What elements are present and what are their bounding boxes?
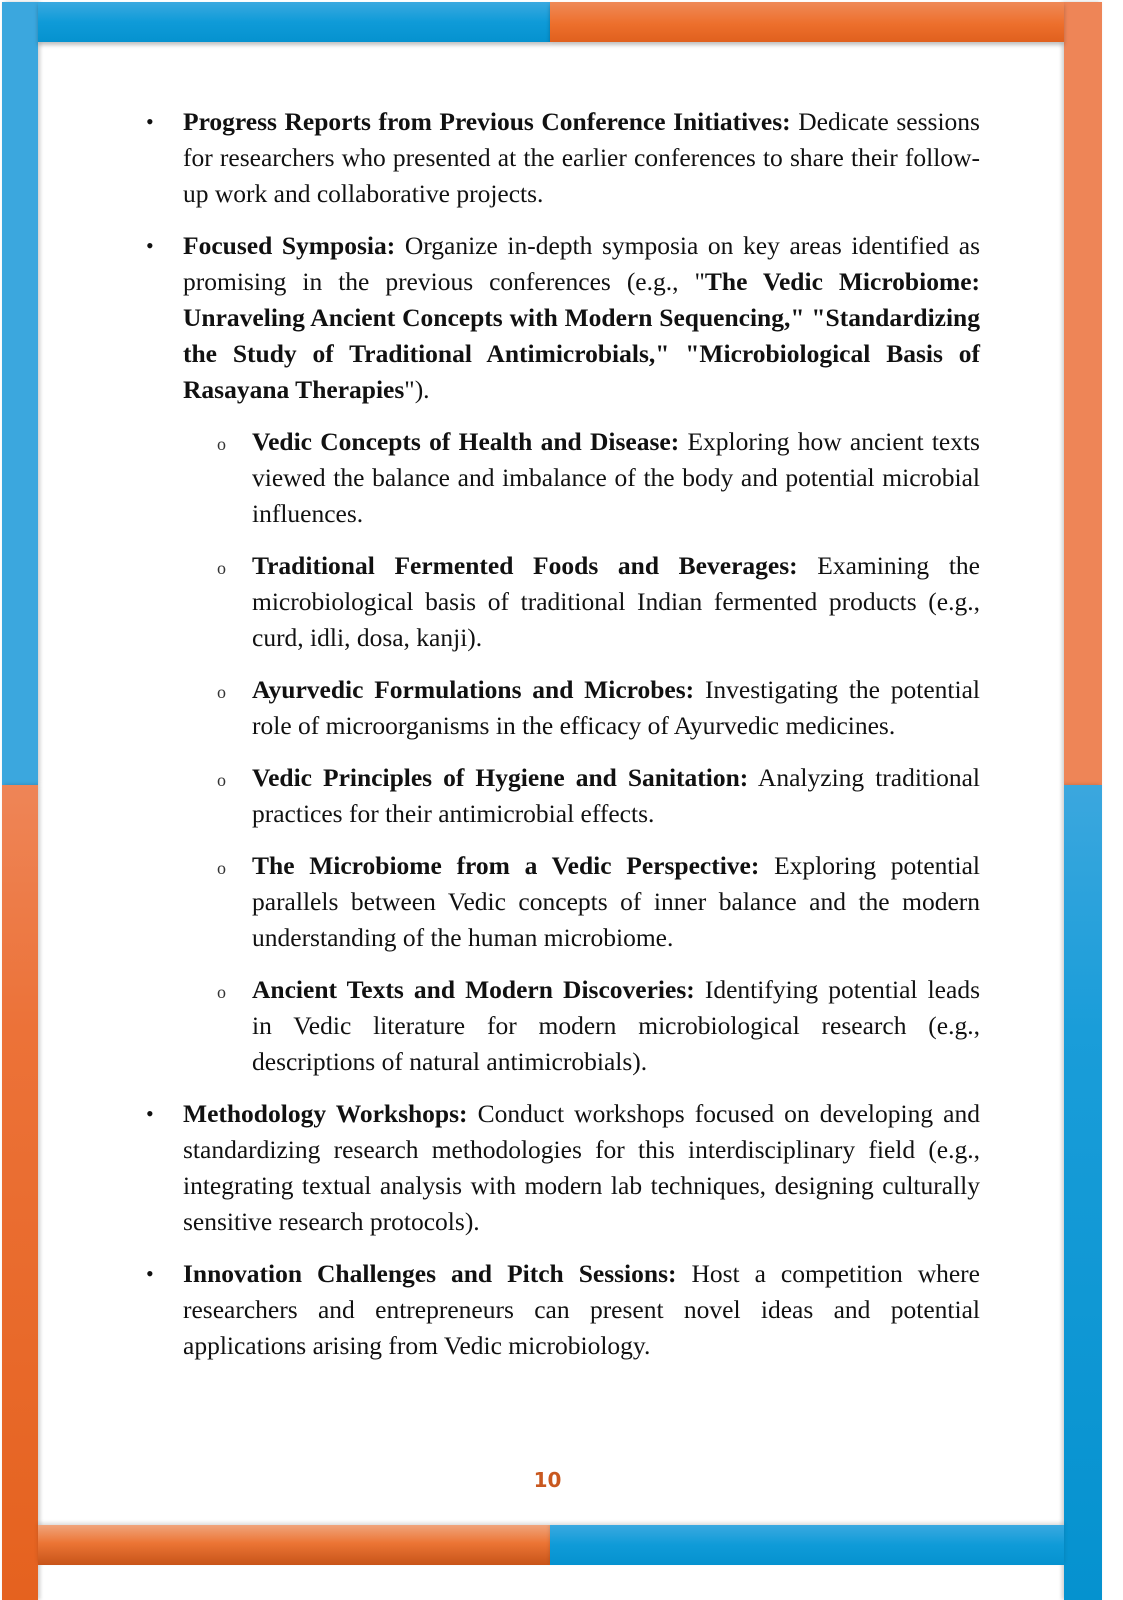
- sub-item-heading: Ancient Texts and Modern Discoveries:: [252, 975, 695, 1004]
- bottom-border-left-orange: [38, 1525, 550, 1565]
- sub-item-hygiene-sanitation: [142, 760, 980, 832]
- hollow-bullet-icon: o: [217, 982, 226, 1002]
- document-body: [142, 104, 980, 1380]
- hollow-bullet-icon: o: [217, 770, 226, 790]
- hollow-bullet-icon: o: [217, 682, 226, 702]
- item-examples: The Vedic Microbiome: Unraveling Ancient Concepts with Modern Sequencing," "Standardizing the Study of Traditional Antimicrobials," "Microbiological Basis of Rasayana Therapies: [183, 267, 980, 404]
- hollow-bullet-icon: o: [217, 558, 226, 578]
- item-text: Host a competition where researchers and entrepreneurs can present novel ideas and potential applications arising from Vedic microbiology.: [183, 1259, 980, 1360]
- sub-item-fermented-foods: [142, 548, 980, 656]
- item-text: Organize in-depth symposia on key areas identified as promising in the previous conferences (e.g., ": [183, 231, 980, 296]
- bullet-item-methodology-workshops: [142, 1096, 980, 1240]
- bullet-icon: •: [146, 233, 154, 258]
- sub-item-heading: Vedic Concepts of Health and Disease:: [252, 427, 680, 456]
- sub-item-text: Investigating the potential role of microorganisms in the efficacy of Ayurvedic medicines.: [252, 675, 980, 740]
- page-number: 10: [533, 1468, 562, 1492]
- sub-item-text: Exploring how ancient texts viewed the balance and imbalance of the body and potential microbial influences.: [252, 427, 980, 528]
- sub-item-text: Identifying potential leads in Vedic literature for modern microbiological research (e.g., descriptions of natural antimicrobials).: [252, 975, 980, 1076]
- sub-item-ancient-texts: [142, 972, 980, 1080]
- right-border-top-orange: [1064, 2, 1102, 785]
- bullet-icon: •: [146, 109, 154, 134]
- item-text: Conduct workshops focused on developing and standardizing research methodologies for this interdisciplinary field (e.g., integrating textual analysis with modern lab techniques, designing culturally sensitive research protocols).: [183, 1099, 981, 1236]
- sub-item-text: Analyzing traditional practices for their antimicrobial effects.: [252, 763, 980, 828]
- left-border-top-blue: [2, 2, 38, 785]
- item-heading: Progress Reports from Previous Conference Initiatives:: [183, 107, 791, 136]
- sub-item-heading: The Microbiome from a Vedic Perspective:: [252, 851, 760, 880]
- bullet-item-innovation-challenges: [142, 1256, 980, 1364]
- bullet-item-focused-symposia: [142, 228, 980, 408]
- item-heading: Focused Symposia:: [183, 231, 396, 260]
- sub-item-heading: Traditional Fermented Foods and Beverages:: [252, 551, 798, 580]
- item-text: Dedicate sessions for researchers who presented at the earlier conferences to share their follow-up work and collaborative projects.: [183, 107, 980, 208]
- sub-item-heading: Vedic Principles of Hygiene and Sanitation:: [252, 763, 749, 792]
- top-border-left-blue: [38, 2, 550, 42]
- item-heading: Innovation Challenges and Pitch Sessions:: [183, 1259, 677, 1288]
- bullet-item-progress-reports: [142, 104, 980, 212]
- item-heading: Methodology Workshops:: [183, 1099, 468, 1128]
- bullet-icon: •: [146, 1261, 154, 1286]
- sub-item-health-disease: [142, 424, 980, 532]
- sub-item-microbiome-vedic: [142, 848, 980, 956]
- sub-item-text: Exploring potential parallels between Vedic concepts of inner balance and the modern understanding of the human microbiome.: [252, 851, 980, 952]
- sub-item-heading: Ayurvedic Formulations and Microbes:: [252, 675, 695, 704]
- hollow-bullet-icon: o: [217, 858, 226, 878]
- top-border-right-orange: [550, 2, 1064, 42]
- item-text-end: ").: [404, 375, 430, 404]
- bottom-border-right-blue: [550, 1525, 1064, 1565]
- hollow-bullet-icon: o: [217, 434, 226, 454]
- sub-item-text: Examining the microbiological basis of traditional Indian fermented products (e.g., curd, idli, dosa, kanji).: [252, 551, 980, 652]
- bullet-icon: •: [146, 1101, 154, 1126]
- sub-item-ayurvedic-formulations: [142, 672, 980, 744]
